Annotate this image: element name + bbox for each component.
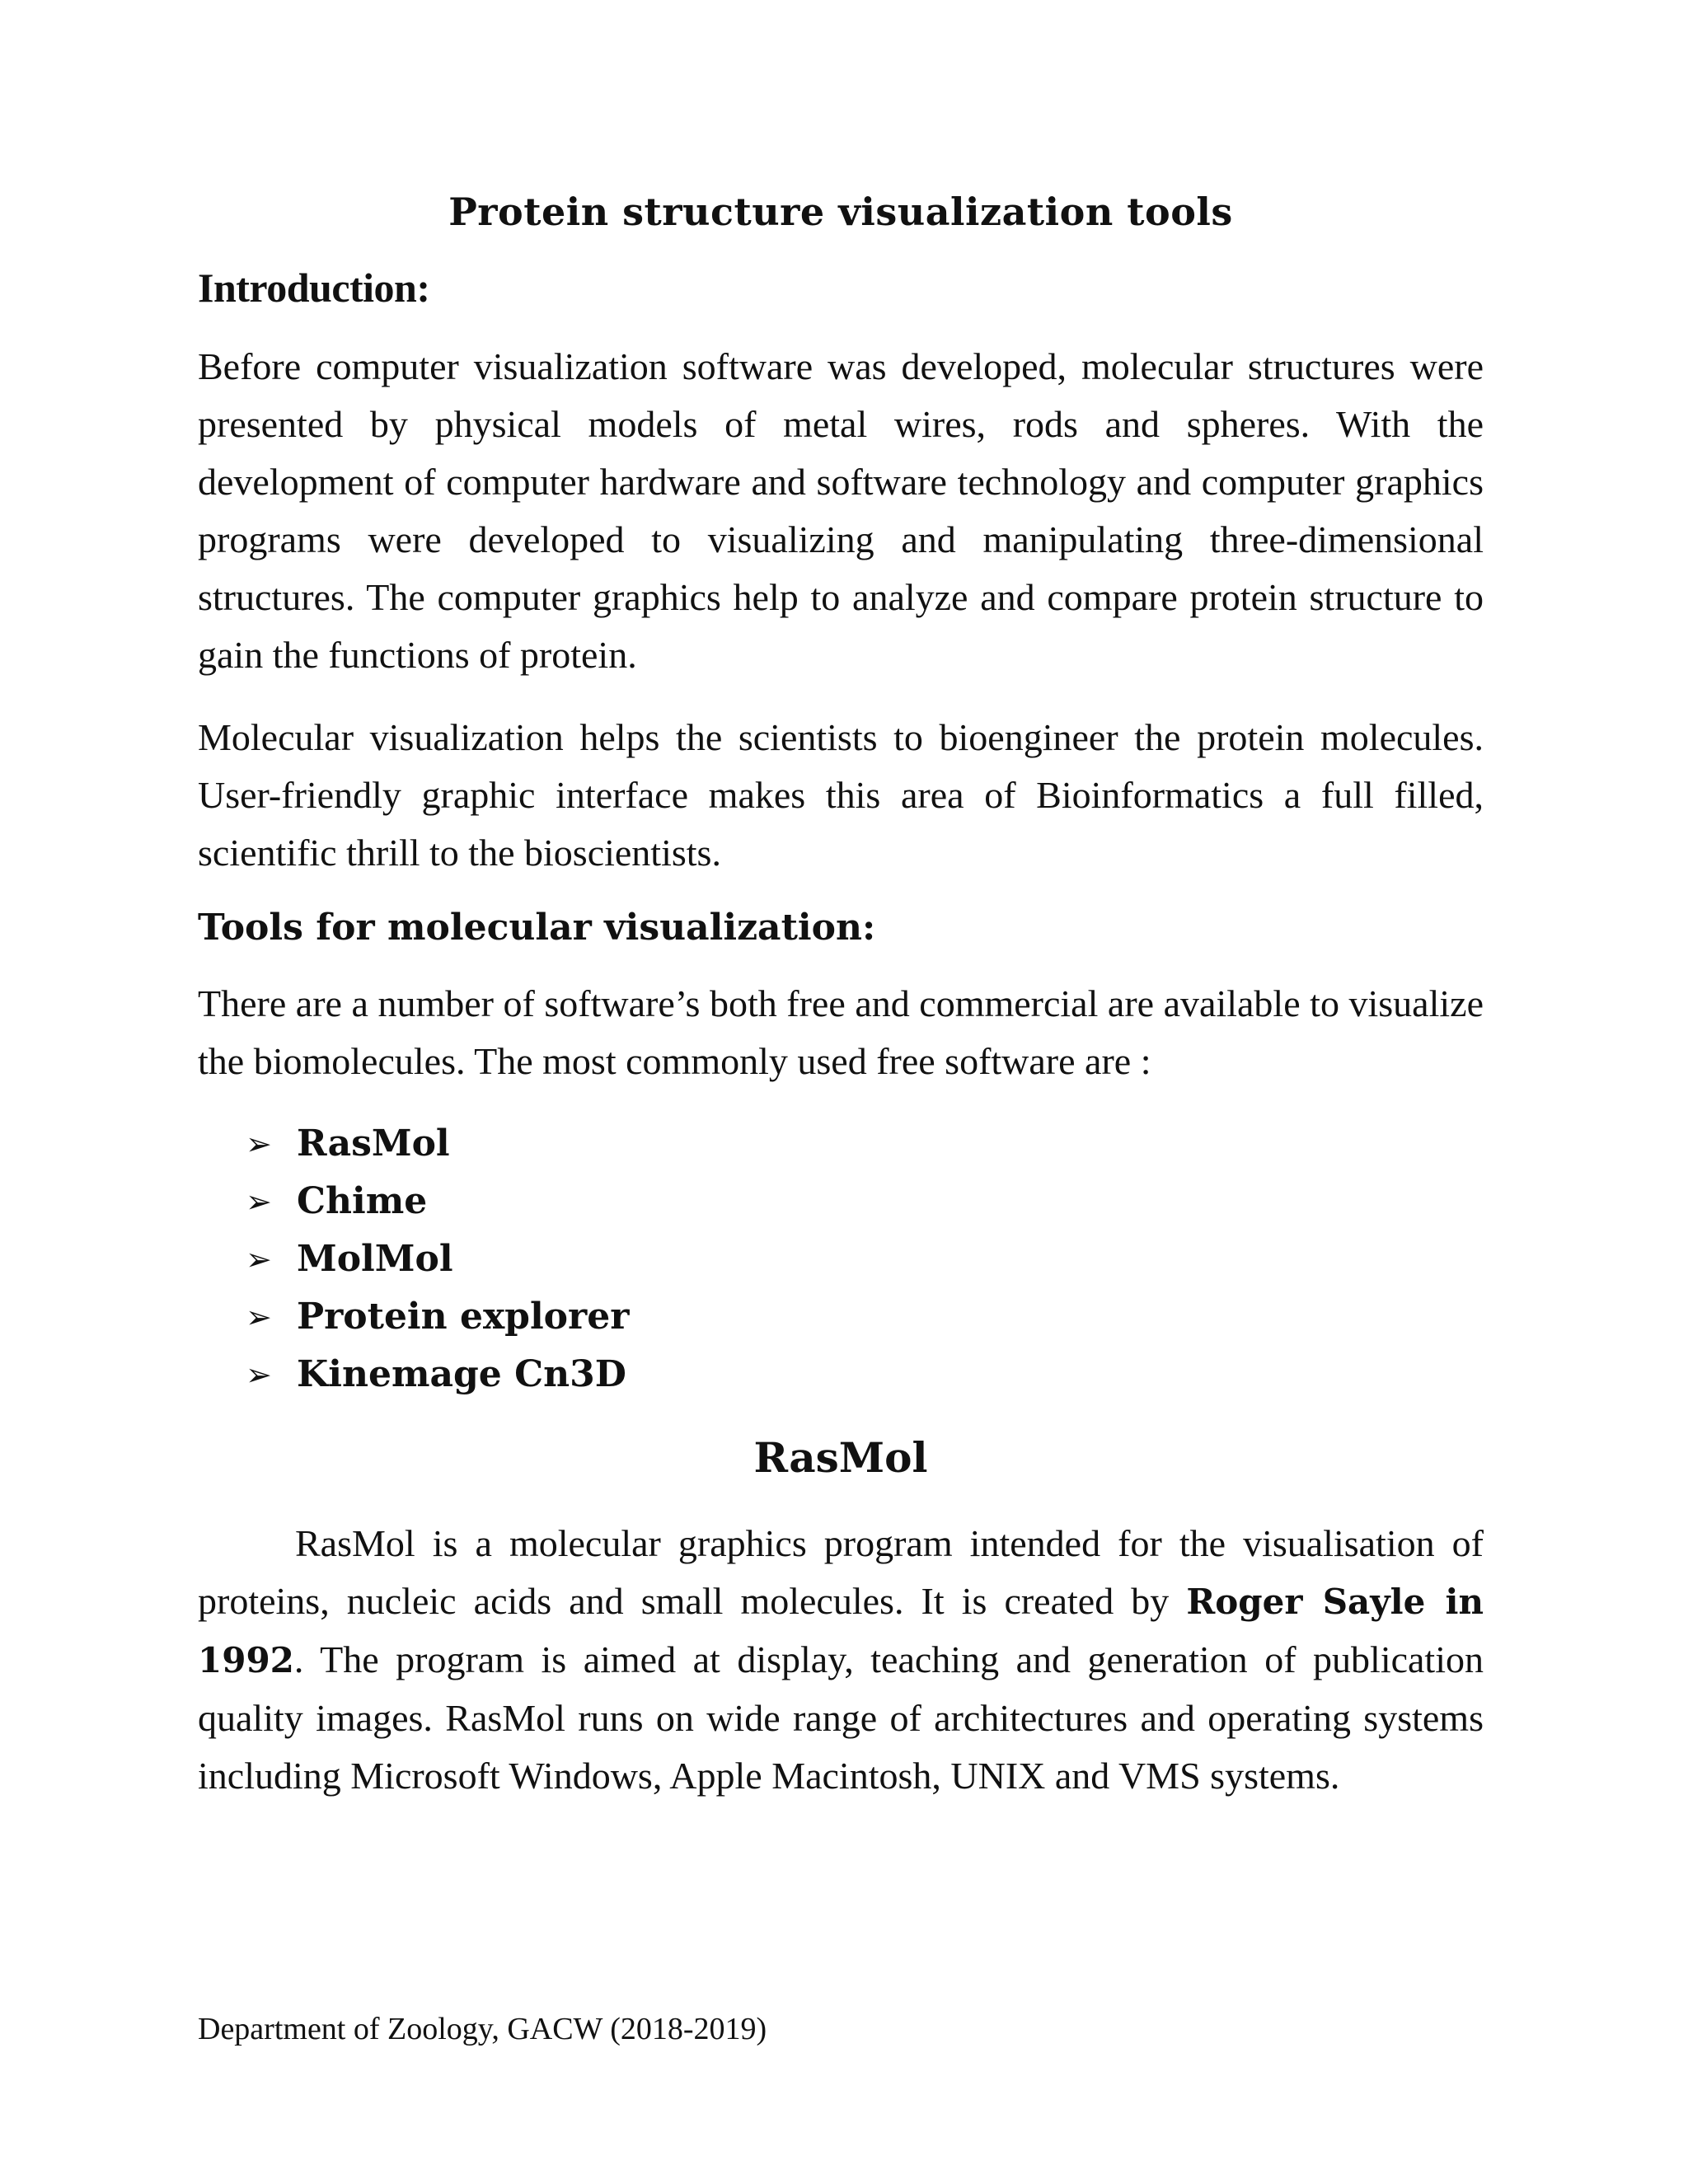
tool-name: Kinemage Cn3D xyxy=(297,1353,626,1395)
arrow-bullet-icon: ➢ xyxy=(246,1126,272,1162)
list-item xyxy=(246,1288,1484,1346)
document-page xyxy=(198,190,1484,1830)
arrow-bullet-icon: ➢ xyxy=(246,1183,272,1220)
rasmol-paragraph xyxy=(198,1515,1484,1805)
arrow-bullet-icon: ➢ xyxy=(246,1241,272,1277)
document-title: Protein structure visualization tools xyxy=(448,190,1233,234)
list-item xyxy=(246,1230,1484,1288)
introduction-heading: Introduction: xyxy=(198,265,430,311)
rasmol-heading: RasMol xyxy=(753,1433,928,1482)
page-footer: Department of Zoology, GACW (2018-2019) xyxy=(198,2012,767,2046)
tool-name: Protein explorer xyxy=(297,1296,630,1338)
rasmol-author-year: Roger Sayle in 1992 xyxy=(198,1582,1484,1680)
tools-paragraph: There are a number of software’s both free and commercial are available to visualize the biomolecules. The most commonly used free software are : xyxy=(198,982,1484,1082)
tool-name: MolMol xyxy=(297,1238,453,1280)
tool-name: RasMol xyxy=(297,1122,450,1165)
rasmol-text-start: RasMol is a molecular graphics program intended for the visualisation of proteins, nucleic acids and small molecules. It is created by xyxy=(198,1522,1484,1622)
list-item xyxy=(246,1115,1484,1173)
intro-paragraph-2: Molecular visualization helps the scientists to bioengineer the protein molecules. User-friendly graphic interface makes this area of Bioinformatics a full filled, scientific thrill to the bioscientists. xyxy=(198,716,1484,874)
arrow-bullet-icon: ➢ xyxy=(246,1357,272,1393)
tool-name: Chime xyxy=(297,1180,428,1222)
tools-heading: Tools for molecular visualization: xyxy=(198,907,876,949)
list-item xyxy=(246,1173,1484,1230)
tools-list xyxy=(246,1115,1484,1404)
arrow-bullet-icon: ➢ xyxy=(246,1299,272,1335)
rasmol-text-end: . The program is aimed at display, teaching and generation of publication quality images. RasMol runs on wide range of architectures and operating systems including Microsoft Windows, Apple Macintosh, UNIX and VMS systems. xyxy=(198,1638,1484,1797)
intro-paragraph-1: Before computer visualization software was developed, molecular structures were presented by physical models of metal wires, rods and spheres. With the development of computer hardware and software technology and computer graphics programs were developed to visualizing and manipulating three-dimensional structures. The computer graphics help to analyze and compare protein structure to gain the functions of protein. xyxy=(198,345,1484,676)
list-item xyxy=(246,1346,1484,1404)
